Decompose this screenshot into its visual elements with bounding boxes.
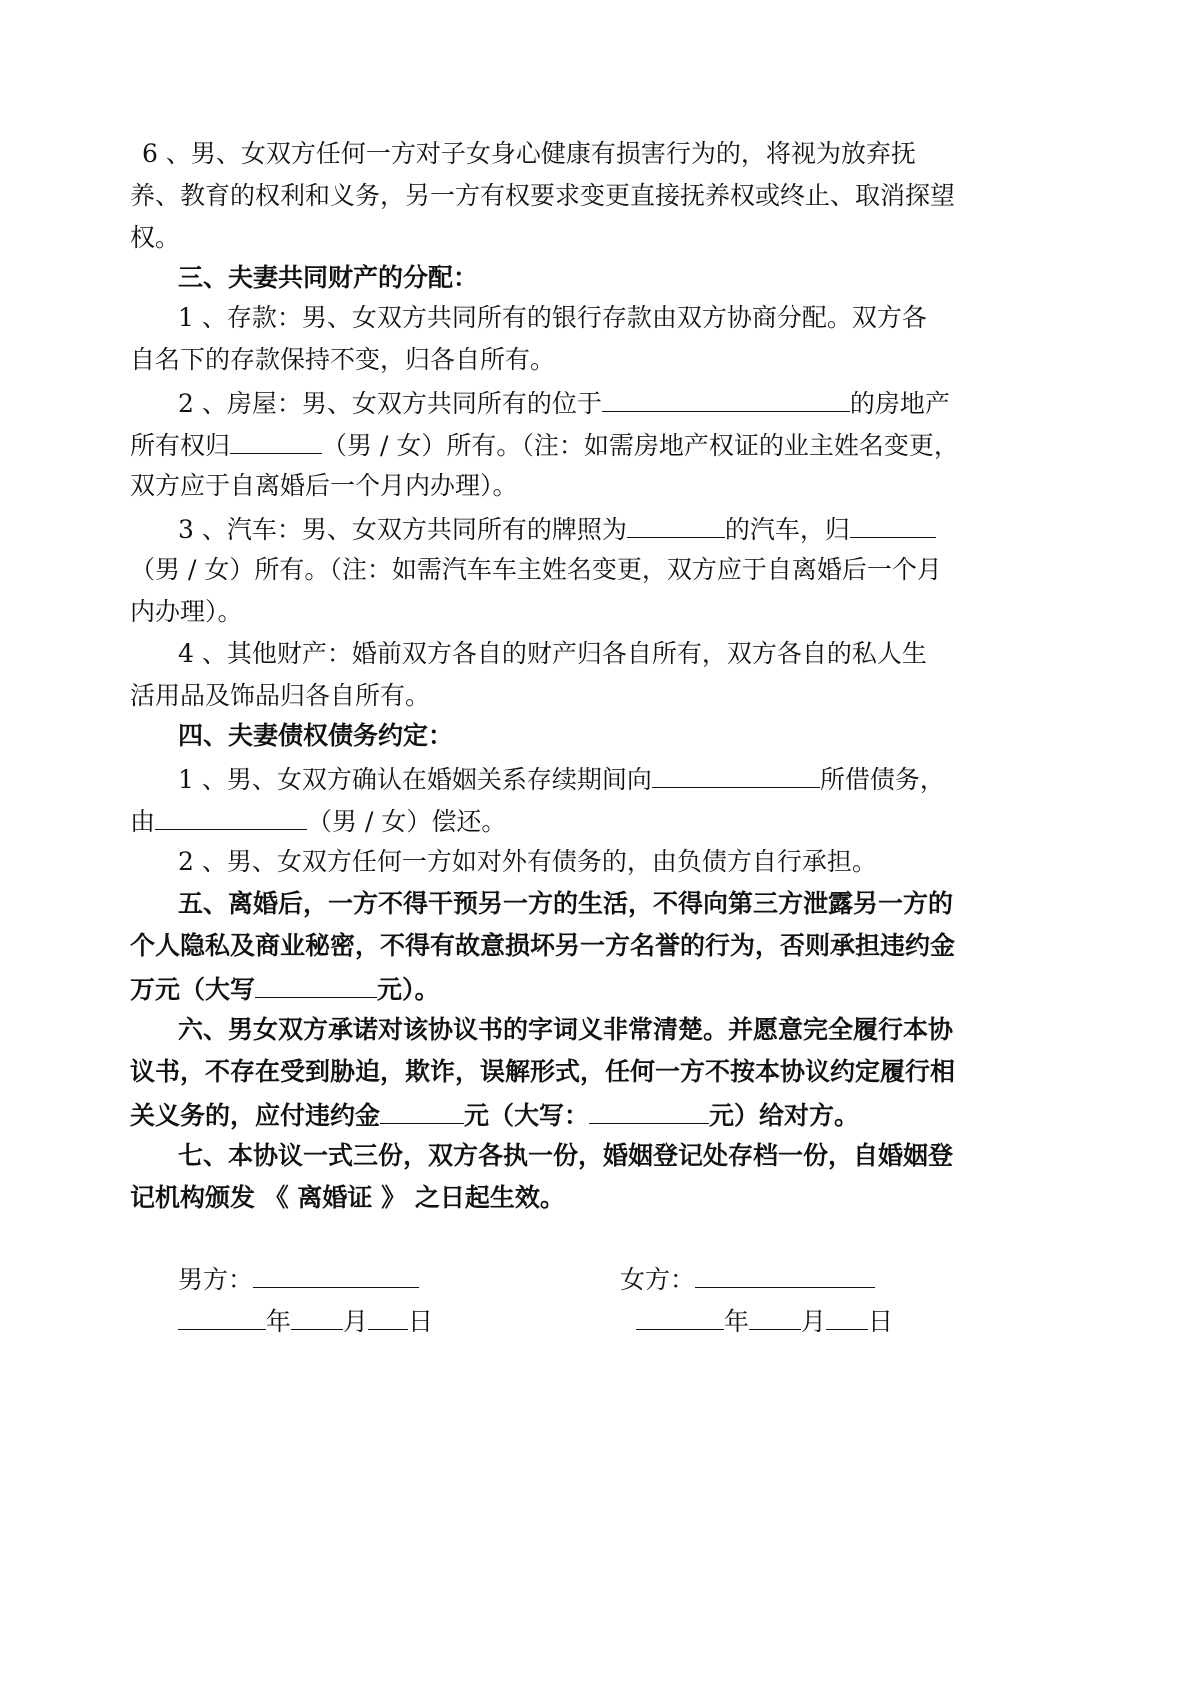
- section-3-item-1-line-1: 1 、存款：男、女双方共同所有的银行存款由双方协商分配。双方各: [178, 303, 927, 332]
- female-signature-label: 女方：: [620, 1265, 696, 1294]
- section-3-heading: 三、夫妻共同财产的分配：: [178, 263, 479, 292]
- male-date-line: [178, 1303, 478, 1339]
- section-3-item-3-line-2: （男 / 女）所有。（注：如需汽车车主姓名变更，双方应于自离婚后一个月: [130, 555, 942, 584]
- section-4-item-1-line-1: [178, 761, 1108, 797]
- female-year-label: 年: [724, 1307, 750, 1336]
- male-signature-line: [178, 1261, 478, 1297]
- male-month-label: 月: [343, 1307, 369, 1336]
- section-6-line-2: 议书，不存在受到胁迫，欺诈，误解形式，任何一方不按本协议约定履行相: [130, 1057, 956, 1086]
- section-6-text-b: 元（大写：: [464, 1101, 590, 1130]
- female-signature-blank[interactable]: [695, 1261, 875, 1288]
- car-plate-blank[interactable]: [627, 511, 725, 538]
- paragraph-6-line-3: 权。: [130, 223, 181, 252]
- male-year-blank[interactable]: [178, 1303, 266, 1330]
- section-5-text-a: 万元（大写: [130, 975, 256, 1004]
- section-4-item-1-text-a: 1 、男、女双方确认在婚姻关系存续期间向: [178, 765, 652, 794]
- section-5-line-3: [130, 971, 1060, 1007]
- section-6-line-3: [130, 1097, 1060, 1133]
- penalty-amount-words-blank[interactable]: [255, 971, 377, 998]
- section-4-item-2: 2 、男、女双方任何一方如对外有债务的，由负债方自行承担。: [178, 847, 877, 876]
- car-owner-blank[interactable]: [850, 511, 936, 538]
- section-3-item-4-line-1: 4 、其他财产：婚前双方各自的财产归各自所有，双方各自的私人生: [178, 639, 927, 668]
- property-location-blank[interactable]: [602, 385, 850, 412]
- section-3-item-4-line-2: 活用品及饰品归各自所有。: [130, 681, 431, 710]
- section-4-item-1-text-b: 所借债务，: [819, 765, 945, 794]
- debtor-blank[interactable]: [155, 803, 307, 830]
- section-4-item-1-text-d: （男 / 女）偿还。: [307, 807, 507, 836]
- penalty-amount-capital-blank[interactable]: [589, 1097, 709, 1124]
- female-day-blank[interactable]: [826, 1303, 868, 1330]
- female-day-label: 日: [868, 1307, 894, 1336]
- section-3-item-3-line-1: [178, 511, 1108, 547]
- section-6-line-1: 六、男女双方承诺对该协议书的字词义非常清楚。并愿意完全履行本协: [178, 1015, 954, 1044]
- male-signature-label: 男方：: [178, 1265, 254, 1294]
- female-year-blank[interactable]: [636, 1303, 724, 1330]
- section-3-item-1-line-2: 自名下的存款保持不变，归各自所有。: [130, 345, 556, 374]
- female-date-line: [636, 1303, 936, 1339]
- property-owner-blank[interactable]: [230, 427, 322, 454]
- male-day-blank[interactable]: [368, 1303, 408, 1330]
- male-year-label: 年: [266, 1307, 292, 1336]
- section-6-text-a: 关义务的，应付违约金: [130, 1101, 381, 1130]
- male-signature-blank[interactable]: [253, 1261, 419, 1288]
- section-3-item-2-text-a: 2 、房屋：男、女双方共同所有的位于: [178, 389, 602, 418]
- section-4-item-1-text-c: 由: [130, 807, 156, 836]
- section-3-item-2-text-d: （男 / 女）所有。（注：如需房地产权证的业主姓名变更，: [322, 431, 959, 460]
- section-4-item-1-line-2: [130, 803, 1060, 839]
- section-6-text-c: 元）给对方。: [709, 1101, 860, 1130]
- male-month-blank[interactable]: [291, 1303, 343, 1330]
- section-3-item-3-text-b: 的汽车，归: [724, 515, 850, 544]
- paragraph-6-line-2: 养、教育的权利和义务，另一方有权要求变更直接抚养权或终止、取消探望: [130, 181, 956, 210]
- section-3-item-2-line-1: [178, 385, 1108, 421]
- section-5-line-2: 个人隐私及商业秘密，不得有故意损坏另一方名誉的行为，否则承担违约金: [130, 931, 956, 960]
- female-signature-line: [620, 1261, 920, 1297]
- section-4-heading: 四、夫妻债权债务约定：: [178, 721, 454, 750]
- female-month-blank[interactable]: [749, 1303, 801, 1330]
- section-3-item-3-text-a: 3 、汽车：男、女双方共同所有的牌照为: [178, 515, 627, 544]
- creditor-blank[interactable]: [652, 761, 820, 788]
- paragraph-6-line-1: 6 、男、女双方任何一方对子女身心健康有损害行为的，将视为放弃抚: [142, 139, 916, 168]
- section-3-item-3-line-3: 内办理）。: [130, 597, 243, 626]
- section-3-item-2-text-c: 所有权归: [130, 431, 231, 460]
- section-3-item-2-line-3: 双方应于自离婚后一个月内办理）。: [130, 471, 518, 500]
- section-5-text-b: 元）。: [377, 975, 440, 1004]
- section-7-line-2: 记机构颁发 《 离婚证 》 之日起生效。: [130, 1183, 565, 1212]
- female-month-label: 月: [801, 1307, 827, 1336]
- section-3-item-2-text-b: 的房地产: [849, 389, 950, 418]
- section-7-line-1: 七、本协议一式三份，双方各执一份，婚姻登记处存档一份，自婚姻登: [178, 1141, 954, 1170]
- section-3-item-2-line-2: [130, 427, 1060, 463]
- section-5-line-1: 五、离婚后，一方不得干预另一方的生活，不得向第三方泄露另一方的: [178, 889, 954, 918]
- penalty-amount-blank[interactable]: [380, 1097, 464, 1124]
- male-day-label: 日: [408, 1307, 434, 1336]
